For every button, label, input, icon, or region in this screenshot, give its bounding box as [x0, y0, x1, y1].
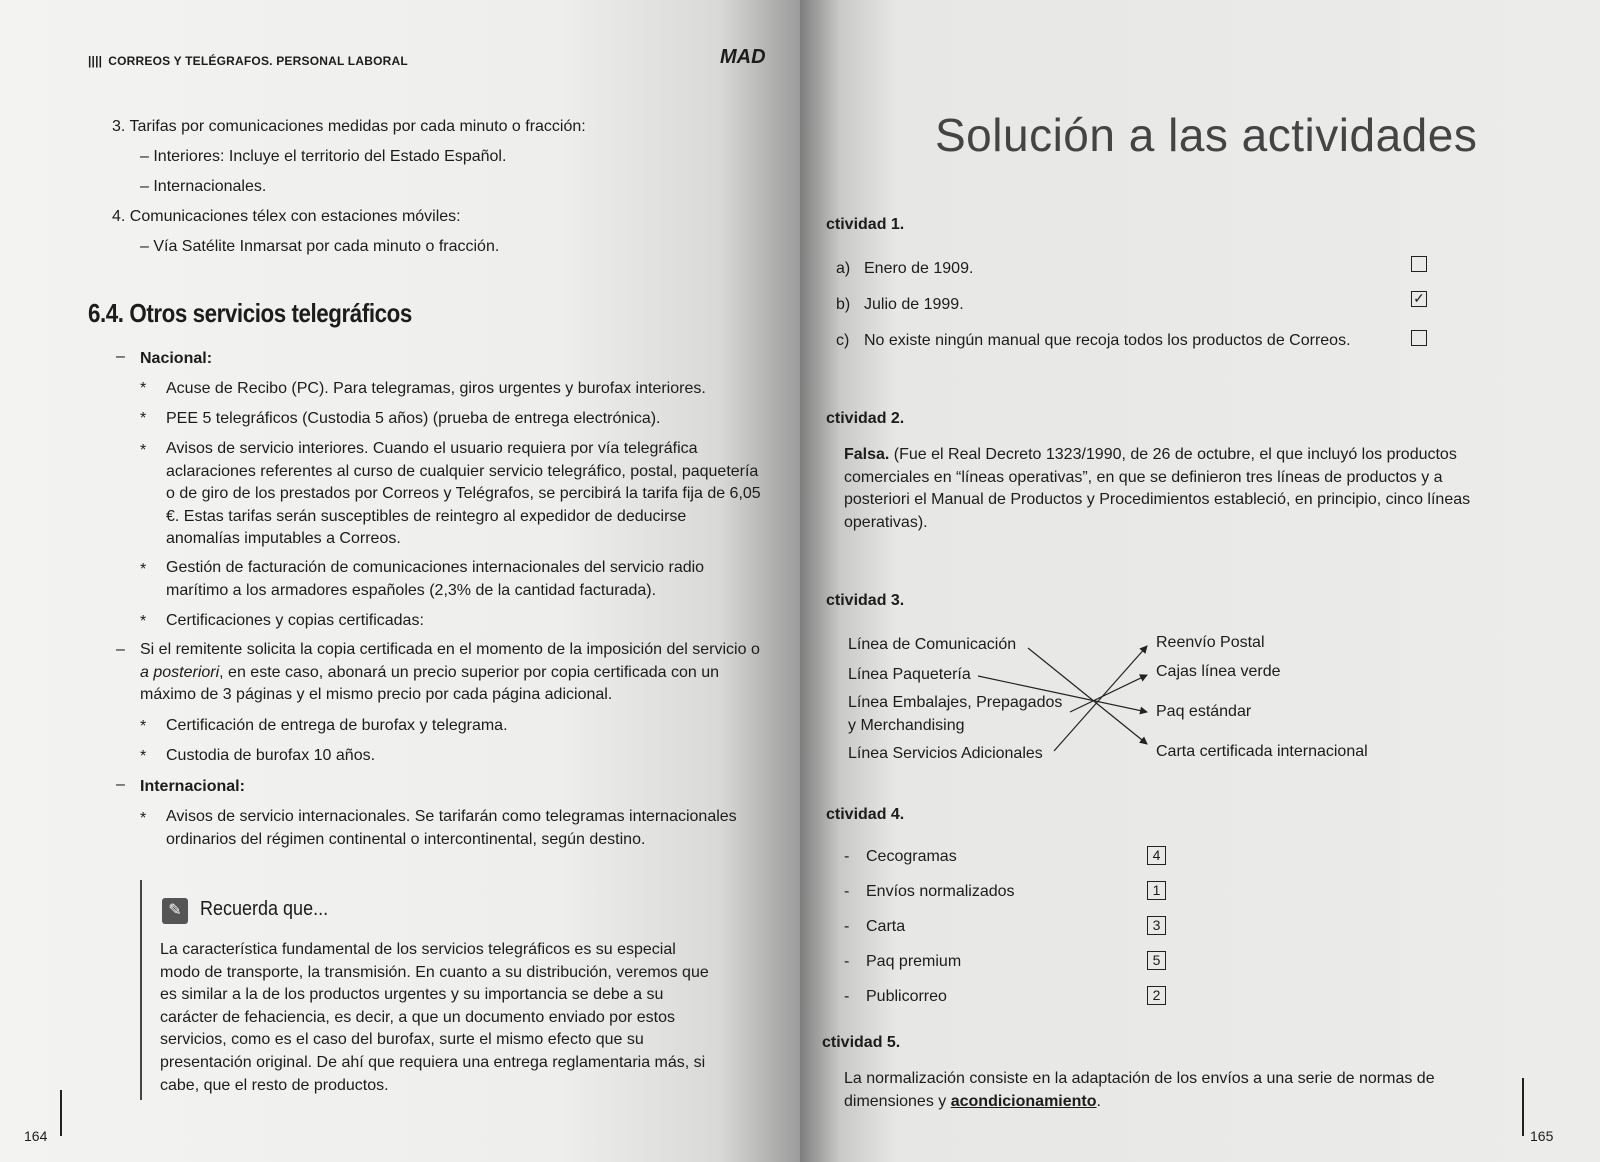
activity-3-label: ctividad 3.: [826, 592, 905, 609]
copia-text-italic: a posteriori: [140, 663, 220, 681]
dash-bullet: –: [116, 641, 125, 658]
right-page: [800, 0, 1600, 1162]
copia-text-2: , en este caso, abonará un precio superior por copia certificada con un máximo de 3 páginas y el mismo precio por cada página adicional.: [140, 663, 720, 703]
recuerda-title: Recuerda que...: [200, 898, 329, 920]
option-text: No existe ningún manual que recoja todos los productos de Correos.: [864, 332, 1351, 349]
dash-bullet: -: [844, 848, 850, 865]
nacional-item: Gestión de facturación de comunicaciones internacionales del servicio radio marítimo a los armadores españoles (2,3% de la cantidad facturada).: [166, 559, 705, 599]
activity-2-label: ctividad 2.: [826, 410, 905, 427]
internacional-item: Avisos de servicio internacionales. Se tarifarán como telegramas internacionales ordinarios del régimen continental o intercontinental, según destino.: [166, 808, 737, 848]
dash-bullet: -: [844, 953, 850, 970]
activity-2-answer: Falsa.: [844, 446, 890, 463]
activity-2-body: (Fue el Real Decreto 1323/1990, de 26 de octubre, el que incluyó los productos comerciales en “líneas operativas”, en que se definieron tres líneas de productos y a posteriori el Manual de Productos y Procedimientos estableció, en principio, cinco líneas operativas).: [844, 446, 1471, 531]
activity-5-body: La normalización consiste en la adaptación de los envíos a una serie de normas de dimensiones y: [844, 1070, 1435, 1110]
list-item: Carta: [866, 918, 906, 935]
asterisk-bullet: *: [140, 442, 147, 459]
publisher-logo: MAD: [720, 46, 766, 68]
option-letter: c): [836, 332, 850, 349]
activity-1-label: ctividad 1.: [826, 216, 905, 233]
activity-5-end: .: [1096, 1092, 1101, 1110]
asterisk-bullet: *: [140, 810, 147, 827]
header-bars-icon: ||||: [88, 54, 103, 68]
connector-line: [978, 676, 1147, 712]
asterisk-bullet: *: [140, 380, 147, 397]
asterisk-bullet: *: [140, 410, 147, 427]
activity-5-text: [844, 1068, 1494, 1113]
dash-bullet: -: [844, 918, 850, 935]
list-item: Envíos normalizados: [866, 883, 1015, 900]
dash-bullet: -: [844, 883, 850, 900]
asterisk-bullet: *: [140, 718, 147, 735]
page-edge-rule: [60, 1090, 62, 1136]
match-left-item: y Merchandising: [848, 717, 965, 734]
copia-text-1: Si el remitente solicita la copia certificada en el momento de la imposición del servicio o: [140, 641, 760, 658]
connector-line: [1070, 675, 1147, 712]
asterisk-bullet: *: [140, 613, 147, 630]
activity-5-label: ctividad 5.: [822, 1034, 901, 1051]
cert-item: Custodia de burofax 10 años.: [166, 747, 376, 764]
option-text: Julio de 1999.: [864, 296, 964, 313]
match-right-item: Reenvío Postal: [1156, 634, 1265, 651]
activity-4-label: ctividad 4.: [826, 806, 905, 823]
nacional-item: Acuse de Recibo (PC). Para telegramas, giros urgentes y burofax interiores.: [166, 380, 706, 397]
page-number: 164: [24, 1128, 48, 1144]
dash-bullet: –: [116, 776, 125, 793]
checked-checkbox: ✓: [1411, 291, 1427, 307]
match-left-item: Línea Embalajes, Prepagados: [848, 694, 1063, 711]
dash-bullet: -: [844, 988, 850, 1005]
nacional-item: Avisos de servicio interiores. Cuando el usuario requiera por vía telegráfica aclaraciones referentes al curso de cualquier servicio telegráfico, postal, paquetería o de giro de los prestados por Correos y Telégrafos, se percibirá la tarifa fija de 6,05 €. Estas tarifas serán susceptibles de reintegro al expedidor de deducirse anomalías imputables a Correos.: [166, 440, 761, 547]
dash-bullet: –: [116, 348, 125, 365]
internacional-label: Internacional:: [140, 778, 245, 795]
match-left-item: Línea Servicios Adicionales: [848, 745, 1043, 762]
match-left-item: Línea de Comunicación: [848, 636, 1017, 653]
page-title: Solución a las actividades: [935, 109, 1478, 161]
nacional-item: Certificaciones y copias certificadas:: [166, 612, 424, 629]
number-box: 4: [1147, 846, 1166, 865]
header-text: CORREOS Y TELÉGRAFOS. PERSONAL LABORAL: [108, 54, 408, 68]
option-letter: b): [836, 296, 851, 313]
number-box: 3: [1147, 916, 1166, 935]
asterisk-bullet: *: [140, 561, 147, 578]
list-item-4a: – Vía Satélite Inmarsat por cada minuto o fracción.: [140, 238, 500, 255]
list-item-3a: – Interiores: Incluye el territorio del Estado Español.: [140, 148, 507, 165]
list-item: Paq premium: [866, 953, 962, 970]
activity-5-keyword: acondicionamiento: [950, 1092, 1097, 1110]
match-right-item: Carta certificada internacional: [1156, 743, 1368, 760]
match-right-item: Cajas línea verde: [1156, 663, 1281, 680]
match-right-item: Paq estándar: [1156, 703, 1252, 720]
option-text: Enero de 1909.: [864, 260, 974, 277]
list-item-3: 3. Tarifas por comunicaciones medidas por cada minuto o fracción:: [112, 118, 586, 135]
recuerda-rule: [140, 880, 142, 1100]
list-item: Cecogramas: [866, 848, 957, 865]
match-left-item: Línea Paquetería: [848, 666, 971, 683]
section-title: 6.4. Otros servicios telegráficos: [88, 298, 412, 328]
running-header: [88, 54, 408, 68]
page-edge-rule: [1522, 1078, 1524, 1136]
copia-paragraph: [140, 639, 764, 707]
number-box: 2: [1147, 986, 1166, 1005]
asterisk-bullet: *: [140, 748, 147, 765]
nacional-label: Nacional:: [140, 350, 213, 367]
number-box: 5: [1147, 951, 1166, 970]
connector-line: [1054, 646, 1147, 751]
list-item-3b: – Internacionales.: [140, 178, 267, 195]
list-item: Publicorreo: [866, 988, 947, 1005]
list-item-4: 4. Comunicaciones télex con estaciones móviles:: [112, 208, 461, 225]
connector-line: [1028, 648, 1147, 744]
number-box: 1: [1147, 881, 1166, 900]
option-letter: a): [836, 260, 851, 277]
recuerda-text: La característica fundamental de los servicios telegráficos es su especial modo de transporte, la transmisión. En cuanto a su distribución, veremos que es similar a la de los productos urgentes y su importancia se debe a su carácter de fehaciencia, es decir, a que un documento enviado por estos servicios, como es el caso del burofax, surte el mismo efecto que su presentación original. De ahí que requiera una entrega reglamentaria más, si cabe, que el resto de productos.: [160, 941, 709, 1094]
pin-icon: ✎: [162, 898, 188, 924]
page-number: 165: [1530, 1128, 1554, 1144]
nacional-item: PEE 5 telegráficos (Custodia 5 años) (prueba de entrega electrónica).: [166, 410, 661, 427]
cert-item: Certificación de entrega de burofax y telegrama.: [166, 717, 508, 734]
